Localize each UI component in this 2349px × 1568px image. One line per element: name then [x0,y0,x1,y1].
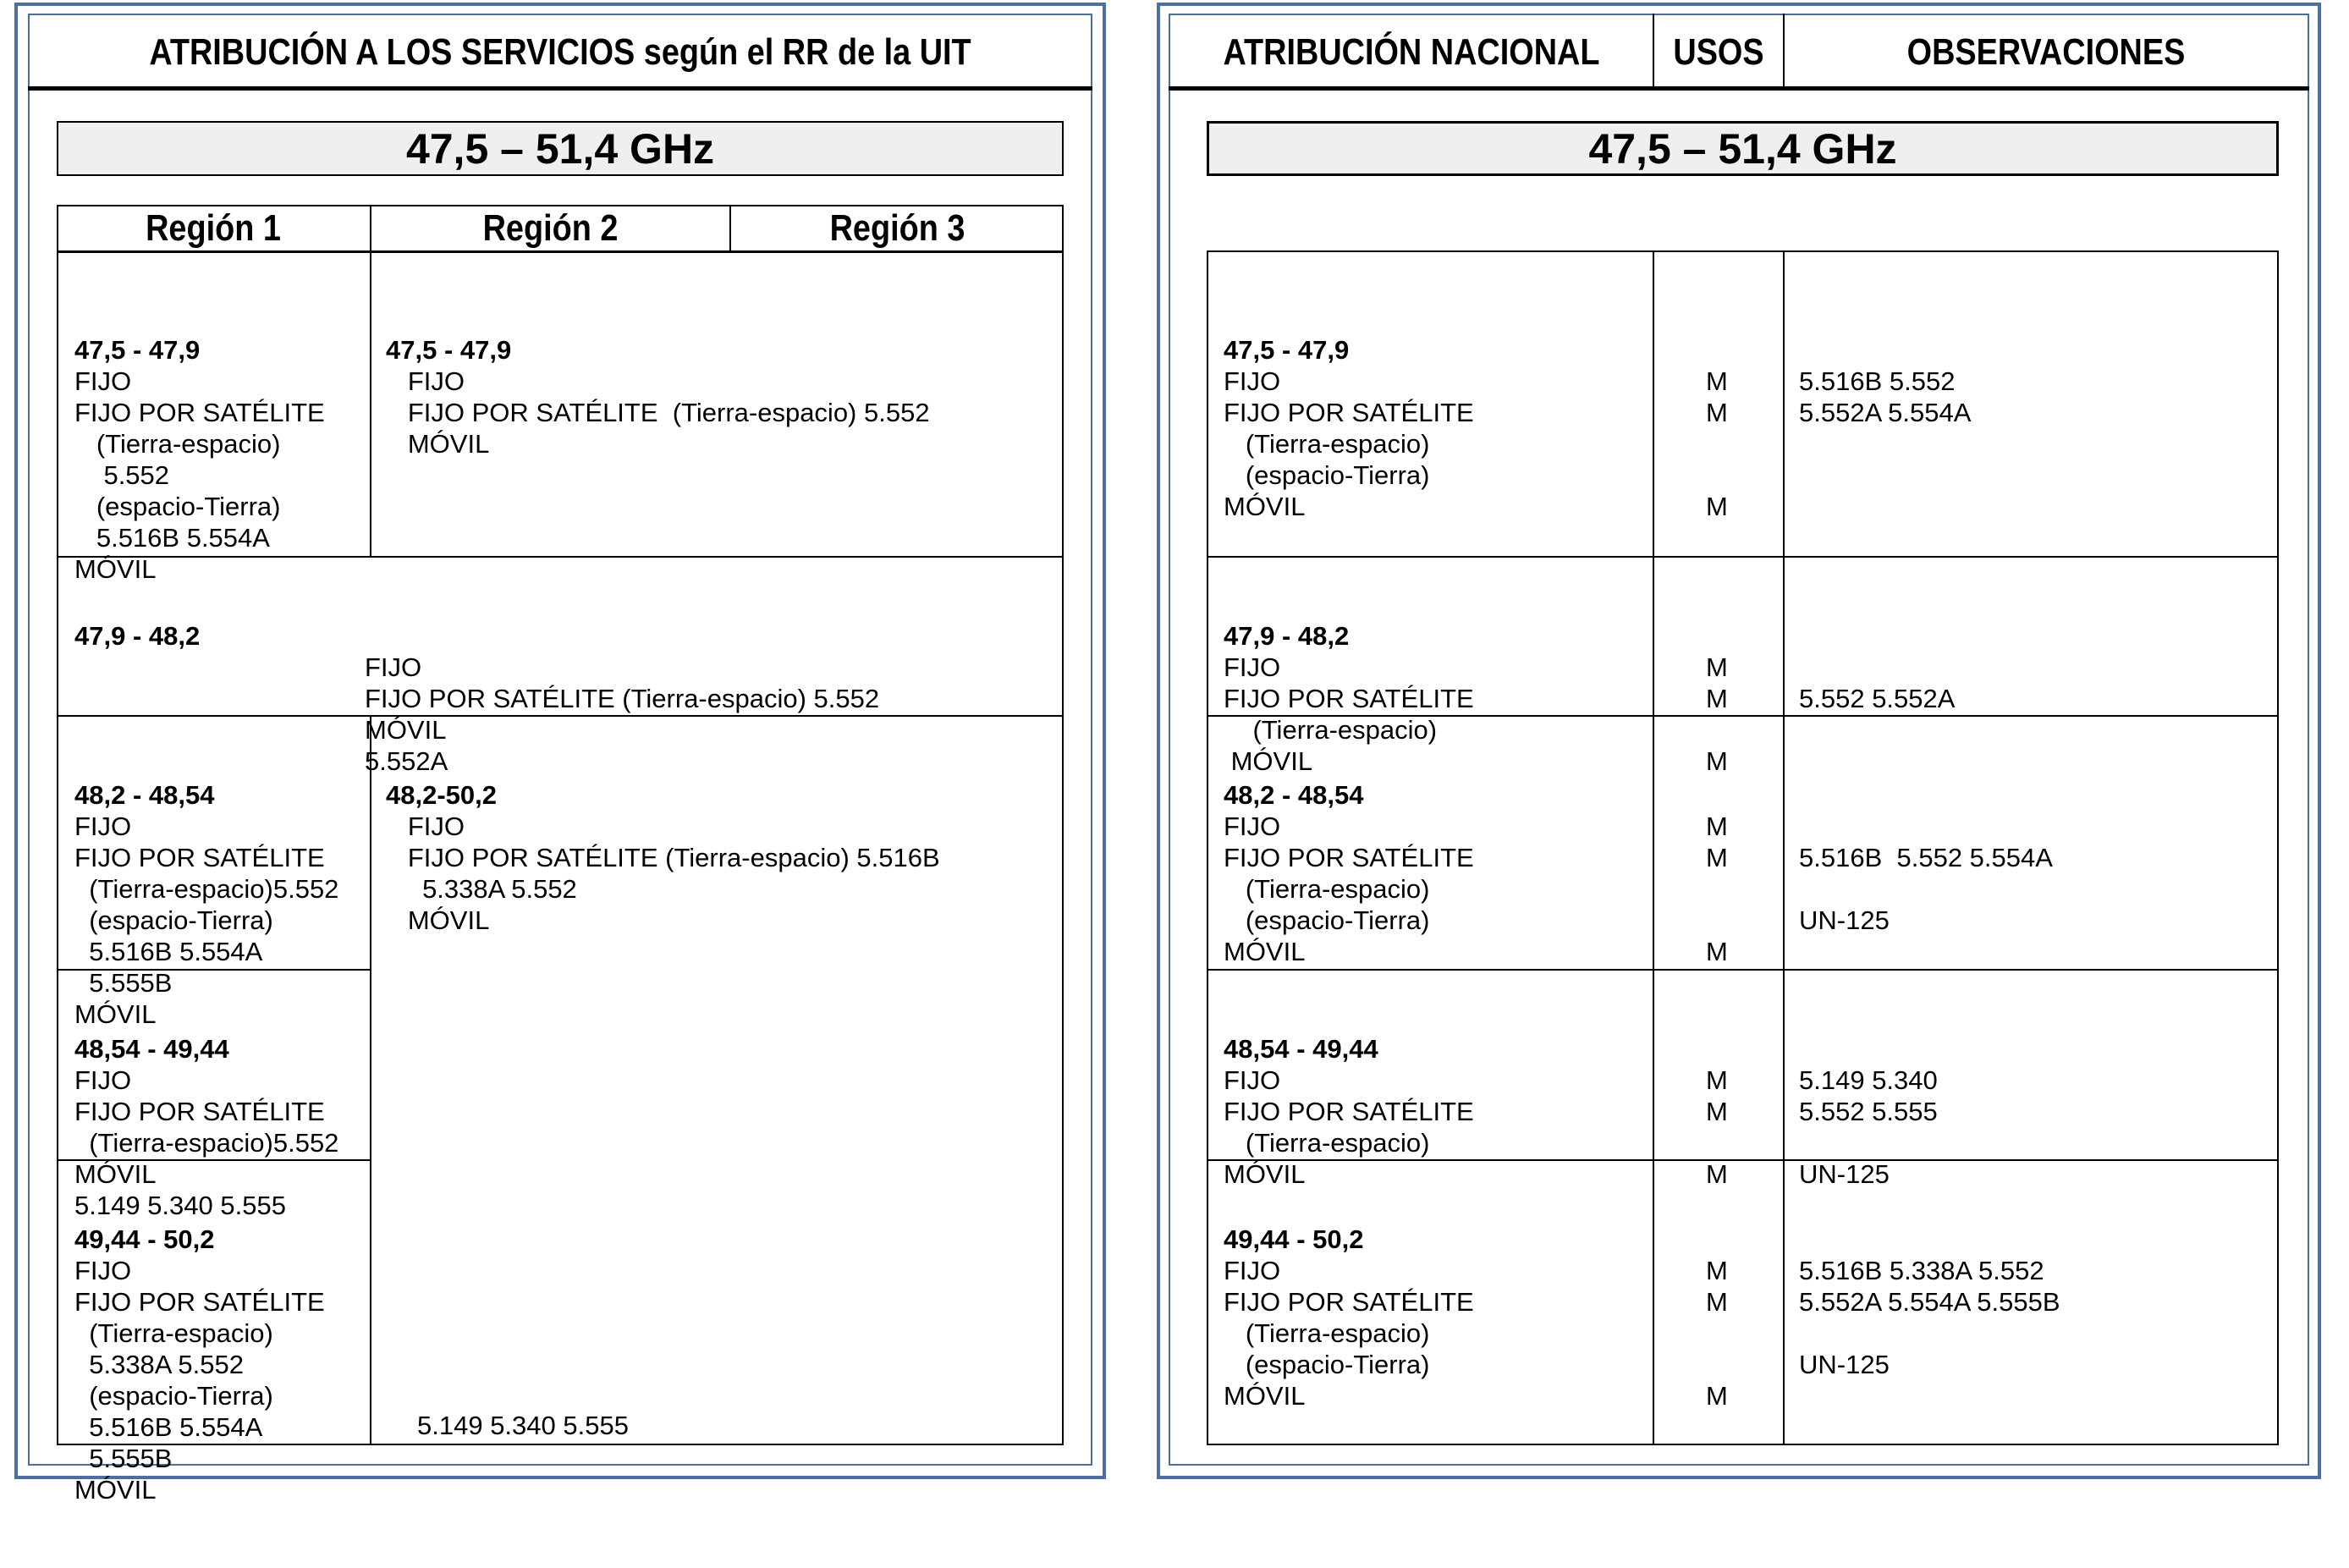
obs-cell: 5.552 5.552A [1799,684,1956,713]
left-header-title: ATRIBUCIÓN A LOS SERVICIOS según el RR de la UIT [149,31,971,73]
r23-c-cell: 48,2-50,2 FIJO FIJO POR SATÉLITE (Tierra-espacio) 5.516B 5.338A 5.552 MÓVIL [386,780,940,935]
table-row: 49,44 - 50,2 FIJO FIJO POR SATÉLITE (Tierra-espacio) (espacio-Tierra) MÓVIL [1224,1224,1474,1411]
usos-cell: M M M [1706,1256,1728,1411]
usos-cell: M M M [1706,1065,1728,1189]
usos-cell: M M M [1706,812,1728,966]
all-b-freq: 47,9 - 48,2 [74,621,201,651]
r23-c-footer: 5.149 5.340 5.555 [417,1411,629,1440]
table-row: 48,54 - 49,44 FIJO FIJO POR SATÉLITE (Tierra-espacio) MÓVIL [1224,1034,1474,1189]
right-band-title: 47,5 – 51,4 GHz [1207,121,2279,176]
region-1-header: Región 1 [146,207,281,249]
right-header-nacional: ATRIBUCIÓN NACIONAL [1223,31,1600,73]
obs-cell: 5.516B 5.552 5.552A 5.554A [1799,366,1972,427]
r1-a-cell: 47,5 - 47,9 FIJO FIJO POR SATÉLITE (Tierra-espacio) 5.552 (espacio-Tierra) 5.516B 5.554A MÓVIL [74,335,325,584]
all-b-cell: FIJO FIJO POR SATÉLITE (Tierra-espacio) 5.552 MÓVIL 5.552A [365,652,880,776]
usos-cell: M M M [1706,652,1728,776]
region-3-header: Región 3 [829,207,965,249]
obs-cell: 5.516B 5.338A 5.552 5.552A 5.554A 5.555B UN-125 [1799,1256,2060,1379]
usos-cell: M M M [1706,366,1728,521]
obs-cell: 5.516B 5.552 5.554A UN-125 [1799,843,2053,935]
obs-cell: 5.149 5.340 5.552 5.555 UN-125 [1799,1065,1938,1189]
right-header-usos: USOS [1673,31,1764,73]
table-row: 47,9 - 48,2 FIJO FIJO POR SATÉLITE (Tierra-espacio) MÓVIL [1224,621,1474,776]
r23-a-cell: 47,5 - 47,9 FIJO FIJO POR SATÉLITE (Tierra-espacio) 5.552 MÓVIL [386,335,930,459]
left-band-title: 47,5 – 51,4 GHz [57,121,1064,176]
table-row: 48,2 - 48,54 FIJO FIJO POR SATÉLITE (Tierra-espacio) (espacio-Tierra) MÓVIL [1224,780,1474,966]
r1-c-cell: 48,2 - 48,54 FIJO FIJO POR SATÉLITE (Tierra-espacio)5.552 (espacio-Tierra) 5.516B 5.554A 5.555B MÓVIL [74,780,339,1029]
right-header-observaciones: OBSERVACIONES [1906,31,2186,73]
r1-d-cell: 48,54 - 49,44 FIJO FIJO POR SATÉLITE (Tierra-espacio)5.552 MÓVIL 5.149 5.340 5.555 [74,1034,339,1220]
right-header-rule [1169,86,2309,91]
region-2-header: Región 2 [482,207,619,249]
table-row: 47,5 - 47,9 FIJO FIJO POR SATÉLITE (Tierra-espacio) (espacio-Tierra) MÓVIL [1224,335,1474,521]
r1-e-cell: 49,44 - 50,2 FIJO FIJO POR SATÉLITE (Tierra-espacio) 5.338A 5.552 (espacio-Tierra) 5.516B 5.554A 5.555B MÓVIL [74,1224,325,1505]
